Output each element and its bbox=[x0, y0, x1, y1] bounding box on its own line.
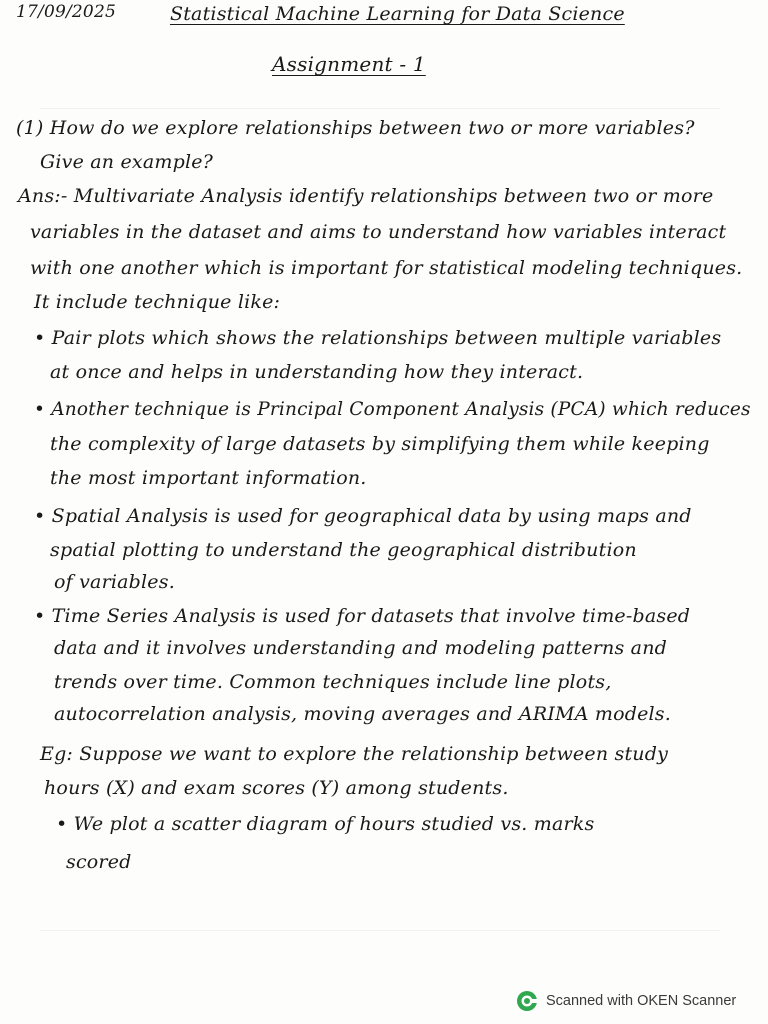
assignment-subtitle: Assignment - 1 bbox=[272, 52, 426, 76]
example-line: hours (X) and exam scores (Y) among students. bbox=[44, 777, 509, 799]
answer-line: Ans:- Multivariate Analysis identify relationships between two or more bbox=[18, 185, 714, 207]
answer-line: variables in the dataset and aims to understand how variables interact bbox=[30, 221, 727, 243]
bullet-line: • Another technique is Principal Component Analysis (PCA) which reduces bbox=[34, 399, 751, 420]
bullet-line: autocorrelation analysis, moving averages and ARIMA models. bbox=[54, 703, 671, 725]
bullet-line: • Pair plots which shows the relationships between multiple variables bbox=[34, 327, 722, 349]
question-line: Give an example? bbox=[40, 151, 214, 173]
bullet-line: • Spatial Analysis is used for geographical data by using maps and bbox=[34, 505, 692, 527]
bullet-line: the complexity of large datasets by simplifying them while keeping bbox=[50, 433, 710, 455]
answer-line: with one another which is important for statistical modeling techniques. bbox=[30, 257, 743, 279]
example-line: scored bbox=[66, 851, 132, 873]
scanner-watermark bbox=[516, 990, 736, 1012]
bullet-line: data and it involves understanding and modeling patterns and bbox=[54, 637, 667, 659]
page-title: Statistical Machine Learning for Data Science bbox=[170, 3, 625, 25]
bullet-line: • Time Series Analysis is used for datasets that involve time-based bbox=[34, 605, 691, 627]
bullet-line: trends over time. Common techniques include line plots, bbox=[54, 671, 612, 693]
bullet-line: of variables. bbox=[54, 571, 175, 593]
bullet-line: the most important information. bbox=[50, 467, 367, 489]
ruled-line bbox=[40, 930, 720, 931]
oken-scanner-logo-icon bbox=[516, 990, 538, 1012]
bullet-line: spatial plotting to understand the geographical distribution bbox=[50, 539, 637, 561]
example-line: • We plot a scatter diagram of hours studied vs. marks bbox=[56, 813, 595, 835]
assignment-date: 17/09/2025 bbox=[16, 2, 116, 22]
ruled-line bbox=[40, 108, 720, 109]
answer-line: It include technique like: bbox=[34, 291, 281, 313]
scanner-text: Scanned with OKEN Scanner bbox=[546, 993, 737, 1009]
bullet-line: at once and helps in understanding how they interact. bbox=[50, 361, 584, 383]
question-line: (1) How do we explore relationships between two or more variables? bbox=[16, 117, 695, 139]
example-line: Eg: Suppose we want to explore the relationship between study bbox=[40, 743, 669, 765]
